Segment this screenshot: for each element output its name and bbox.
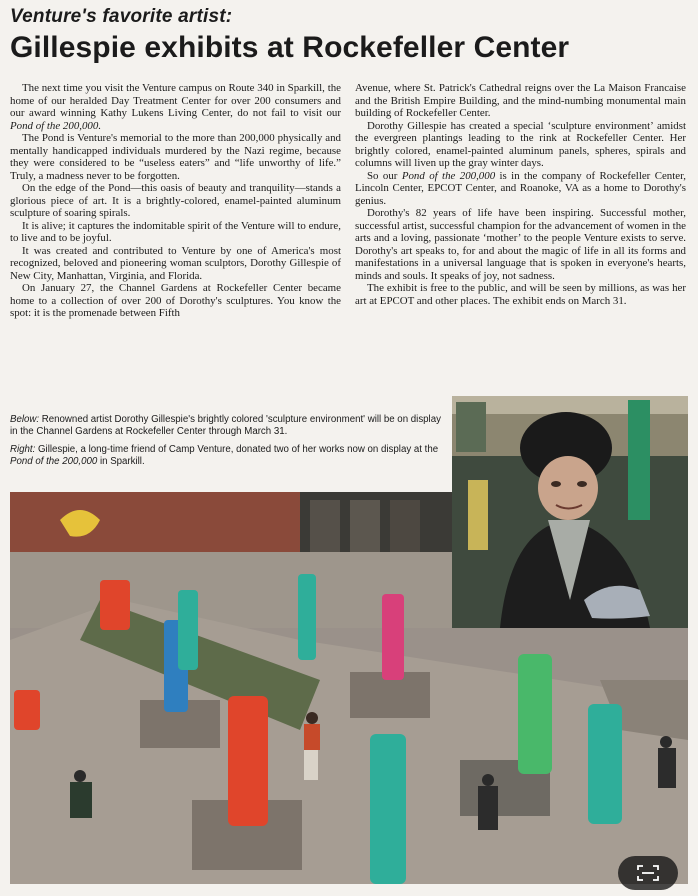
paragraph-text: The Pond is Venture's memorial to the more than 200,000 physically and mentally handicapped individuals murdered by the Nazi regime, because they were considered to be “useless eaters” and “life unworthy of life.” Truly, a madness never to be forgotten. (10, 132, 341, 182)
caption-below-lead: Below: (10, 414, 40, 425)
paragraph-text: It is alive; it captures the indomitable spirit of the Venture will to endure, to live and to be joyful. (10, 219, 341, 244)
scan-icon[interactable] (618, 856, 678, 890)
paragraph-text: On the edge of the Pond—this oasis of beauty and tranquility—stands a glorious piece of art. It is a brightly-colored, enamel-painted aluminum sculpture of soaring spirals. (10, 182, 341, 219)
article-kicker: Venture's favorite artist: (10, 6, 233, 27)
paragraph-emphasis: Pond of the 200,000 (401, 169, 496, 182)
paragraph-text: Dorothy Gillespie has created a special ‘sculpture environment’ amidst the evergreen plantings leading to the rink at Rockefeller Center. Her brightly colored, enamel-painted aluminum panels, spheres, spirals and columns will liven up the gray winter days. (355, 119, 686, 169)
paragraph-text: So our (367, 169, 402, 182)
caption-right-em: Pond of the 200,000 (10, 456, 98, 467)
paragraph-text: The next time you visit the Venture campus on Route 340 in Sparkill, the home of our heralded Day Treatment Center for over 200 consumers and our award winning Kathy Lukens Living Center, do not fail to visit our (10, 82, 341, 119)
caption-right-text: Gillespie, a long-time friend of Camp Venture, donated two of her works now on display at the (35, 444, 439, 455)
paragraph-text: Dorothy's 82 years of life have been inspiring. Successful mother, successful artist, successful champion for the advancement of women in the arts and a loving, passionate ‘mother’ to the people Venture exists to serve. Dorothy's art speaks to, for and about the magic of life in all its forms and manifestations in a universal language that is spoken in everyone's hearts, minds and souls. It speaks of joy, not sadness. (355, 207, 686, 282)
caption-below-text: Renowned artist Dorothy Gillespie's brightly colored 'sculpture environment' will be on display in the Channel Gardens at Rockefeller Center through March 31. (10, 414, 441, 437)
article-headline: Gillespie exhibits at Rockefeller Center (10, 31, 570, 64)
paragraph-text: On January 27, the Channel Gardens at Rockefeller Center became home to a collection of over 200 of Dorothy's sculptures. You know the spot: it is the promenade between Fifth (10, 282, 341, 319)
caption-right-lead: Right: (10, 444, 36, 455)
caption-right-text-end: in Sparkill. (97, 456, 145, 467)
paragraph-text: The exhibit is free to the public, and will be seen by millions, as was her art at EPCOT and other places. The exhibit ends on March 31. (355, 282, 686, 307)
paragraph-emphasis: Pond of the 200,000. (10, 119, 102, 132)
paragraph-text: It was created and contributed to Venture by one of America's most recognized, beloved and pioneering woman sculptors, Dorothy Gillespie of New City, Manhattan, Virginia, and Florida. (10, 244, 341, 282)
portrait-photo (452, 396, 688, 628)
paragraph-text: Avenue, where St. Patrick's Cathedral reigns over the La Maison Francaise and the British Empire Building, and the mind-numbing monumental main building of Rockefeller Center. (355, 82, 686, 119)
paragraph-text-end: is in the company of Rockefeller Center, Lincoln Center, EPCOT Center, and Roanoke, VA as a home to Dorothy's genius. (355, 169, 687, 207)
scan-icon-glyph (637, 865, 659, 881)
